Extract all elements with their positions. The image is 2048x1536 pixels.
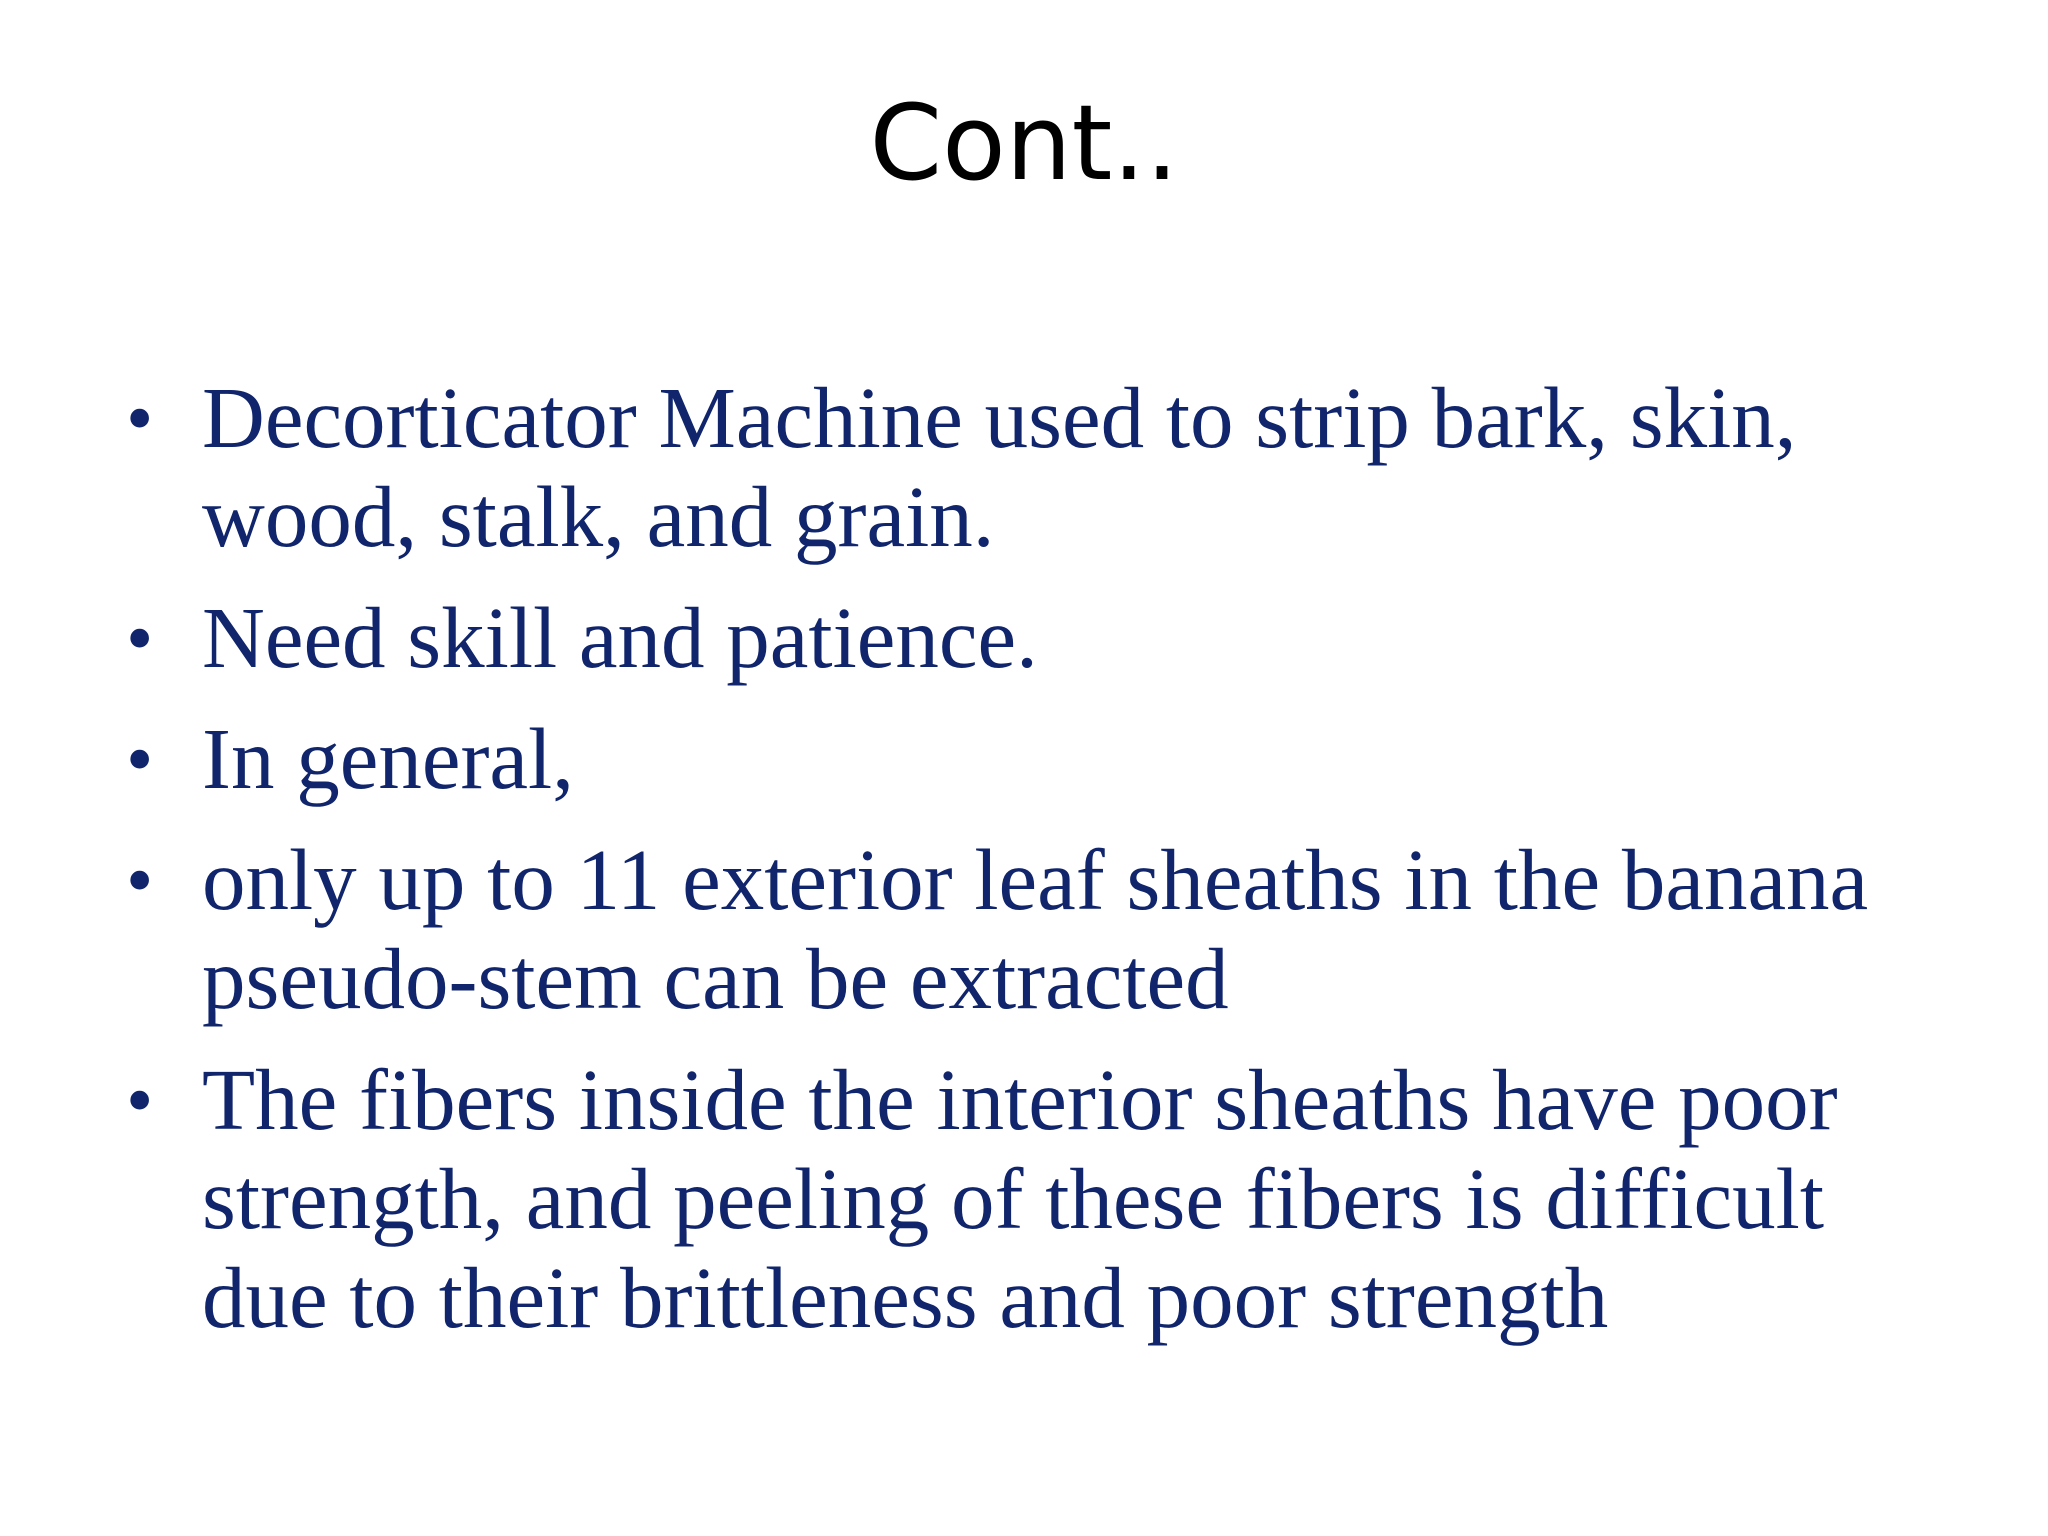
bullet-text: Need skill and patience. — [202, 589, 1038, 686]
bullet-text: only up to 11 exterior leaf sheaths in the banana pseudo-stem can be extracted — [202, 831, 1869, 1027]
bullet-item-decorticator — [120, 368, 1960, 566]
bullet-dot-icon: • — [126, 374, 154, 461]
bullet-text: In general, — [202, 710, 574, 807]
bullet-dot-icon: • — [126, 715, 154, 802]
bullet-item-sheaths — [120, 830, 1960, 1028]
bullet-text: The fibers inside the interior sheaths have poor strength, and peeling of these fibers is difficult due to their brittleness and poor strength — [202, 1051, 1838, 1346]
bullet-list — [120, 368, 1960, 1369]
slide-title: Cont.. — [869, 82, 1179, 204]
bullet-item-fibers — [120, 1050, 1960, 1347]
bullet-item-skill — [120, 588, 1960, 687]
bullet-dot-icon: • — [126, 1056, 154, 1143]
bullet-dot-icon: • — [126, 836, 154, 923]
bullet-dot-icon: • — [126, 594, 154, 681]
bullet-text: Decorticator Machine used to strip bark, skin, wood, stalk, and grain. — [202, 369, 1797, 565]
bullet-item-general — [120, 709, 1960, 808]
